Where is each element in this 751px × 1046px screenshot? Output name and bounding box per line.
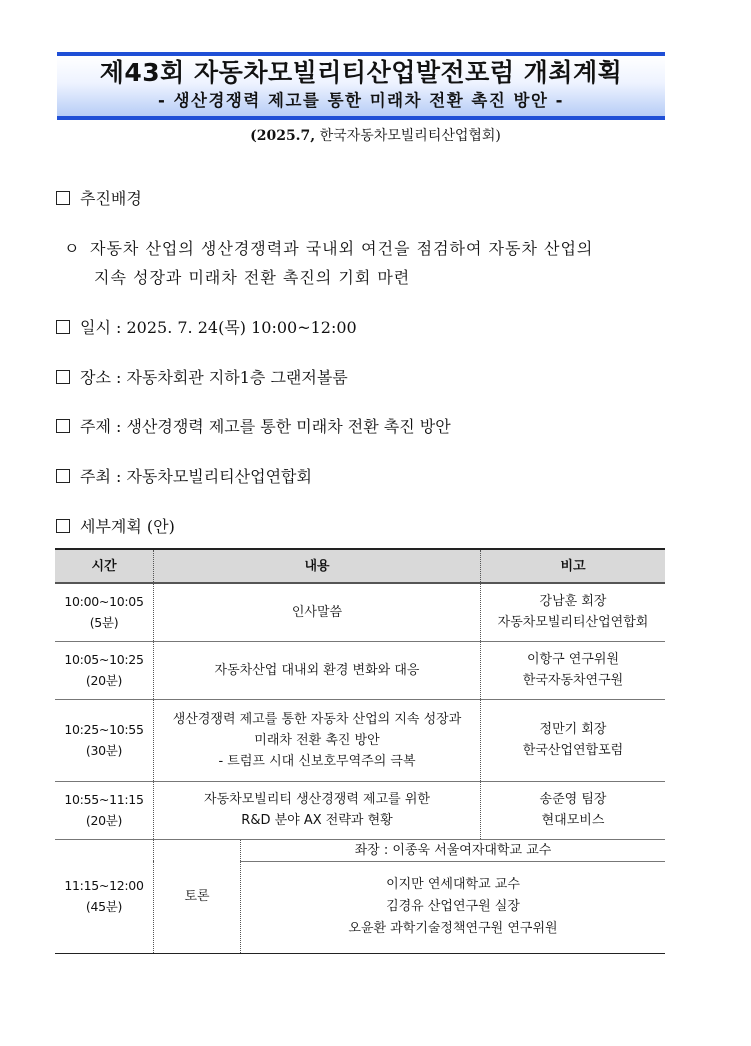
time-cell xyxy=(55,641,154,699)
note-line: 현대모비스 xyxy=(541,813,605,828)
background-text-line1: 자동차 산업의 생산경쟁력과 국내외 여건을 점검하여 자동차 산업의 xyxy=(90,239,594,258)
time-range: 11:15~12:00 xyxy=(64,878,144,893)
schedule-table xyxy=(55,548,665,954)
note-cell xyxy=(481,699,666,781)
time-range: 10:25~10:55 xyxy=(64,722,144,737)
document-organizer: 한국자동차모빌리티산업협회) xyxy=(319,128,501,144)
discussion-chair-cell xyxy=(241,839,666,861)
table-header-row xyxy=(55,549,665,583)
content-line: 자동차산업 대내외 환경 변화와 대응 xyxy=(214,662,420,678)
section-venue xyxy=(56,365,348,388)
note-line: 한국산업연합포럼 xyxy=(522,743,624,758)
table-row xyxy=(55,583,665,641)
content-line: 미래차 전환 촉진 방안 xyxy=(254,732,380,748)
section-plan xyxy=(56,514,175,537)
page-title: 제43회 자동차모빌리티산업발전포럼 개최계획 xyxy=(99,58,623,87)
date-organizer-line xyxy=(0,125,751,145)
note-cell xyxy=(481,641,666,699)
content-line: 생산경쟁력 제고를 통한 자동차 산업의 지속 성장과 xyxy=(172,711,462,727)
note-cell xyxy=(481,781,666,839)
checkbox-square-icon xyxy=(56,370,70,384)
checkbox-square-icon xyxy=(56,469,70,483)
time-range: 10:05~10:25 xyxy=(64,652,144,667)
table-row xyxy=(55,699,665,781)
time-duration: (5분) xyxy=(89,615,119,631)
time-cell xyxy=(55,699,154,781)
title-banner xyxy=(57,52,665,120)
bullet-circle-icon: ㅇ xyxy=(64,239,81,258)
time-cell xyxy=(55,583,154,641)
page-subtitle: - 생산경쟁력 제고를 통한 미래차 전환 촉진 방안 - xyxy=(158,91,564,110)
header-note: 비고 xyxy=(481,549,666,583)
note-line: 한국자동차연구원 xyxy=(522,673,624,688)
panelist: 이지만 연세대학교 교수 xyxy=(386,877,520,892)
panelist: 오윤환 과학기술정책연구원 연구위원 xyxy=(348,921,558,936)
panelist: 김경유 산업연구원 실장 xyxy=(386,899,520,914)
background-text-line2: 지속 성장과 미래차 전환 촉진의 기회 마련 xyxy=(94,268,411,287)
header-content: 내용 xyxy=(154,549,481,583)
time-range: 10:00~10:05 xyxy=(64,594,144,610)
content-cell xyxy=(154,699,481,781)
host-text: 주최 : 자동차모빌리티산업연합회 xyxy=(80,467,312,486)
theme-text: 주제 : 생산경쟁력 제고를 통한 미래차 전환 촉진 방안 xyxy=(80,417,451,436)
time-cell xyxy=(55,781,154,839)
note-line: 자동차모빌리티산업연합회 xyxy=(497,615,649,631)
section-background-label: 추진배경 xyxy=(80,189,142,208)
note-line: 강남훈 회장 xyxy=(539,594,607,610)
note-line: 이항구 연구위원 xyxy=(526,652,620,667)
table-row xyxy=(55,839,665,861)
checkbox-square-icon xyxy=(56,191,70,205)
content-cell xyxy=(154,781,481,839)
venue-text: 장소 : 자동차회관 지하1층 그랜저볼룸 xyxy=(80,368,348,387)
discussion-label-cell xyxy=(154,839,241,953)
note-line: 송준영 팀장 xyxy=(539,792,607,807)
section-background xyxy=(56,186,142,209)
time-duration: (45분) xyxy=(85,899,123,914)
checkbox-square-icon xyxy=(56,320,70,334)
table-row xyxy=(55,641,665,699)
banner-bottom-rule xyxy=(57,116,665,120)
discussion-label: 토론 xyxy=(184,888,210,904)
section-theme xyxy=(56,414,451,437)
content-cell xyxy=(154,583,481,641)
content-line: - 트럼프 시대 신보호무역주의 극복 xyxy=(218,753,416,769)
content-cell xyxy=(154,641,481,699)
document-date: (2025.7, xyxy=(250,128,316,144)
checkbox-square-icon xyxy=(56,419,70,433)
background-bullet xyxy=(64,236,593,259)
note-line: 정만기 회장 xyxy=(539,722,607,737)
content-line: 인사말씀 xyxy=(291,604,343,620)
content-line: 자동차모빌리티 생산경쟁력 제고를 위한 xyxy=(204,792,430,807)
header-time: 시간 xyxy=(55,549,154,583)
plan-text: 세부계획 (안) xyxy=(80,517,175,536)
content-line: R&D 분야 AX 전략과 현황 xyxy=(241,813,393,828)
time-duration: (20분) xyxy=(85,673,123,688)
time-range: 10:55~11:15 xyxy=(64,792,144,807)
checkbox-square-icon xyxy=(56,519,70,533)
time-duration: (30분) xyxy=(85,743,123,758)
datetime-text: 일시 : 2025. 7. 24(목) 10:00~12:00 xyxy=(80,318,357,337)
note-cell xyxy=(481,583,666,641)
time-cell xyxy=(55,839,154,953)
section-datetime xyxy=(56,315,357,338)
discussion-chair: 좌장 : 이종욱 서울여자대학교 교수 xyxy=(354,842,552,858)
discussion-panel-cell xyxy=(241,861,666,953)
section-host xyxy=(56,464,312,487)
table-row xyxy=(55,781,665,839)
time-duration: (20분) xyxy=(85,813,123,828)
